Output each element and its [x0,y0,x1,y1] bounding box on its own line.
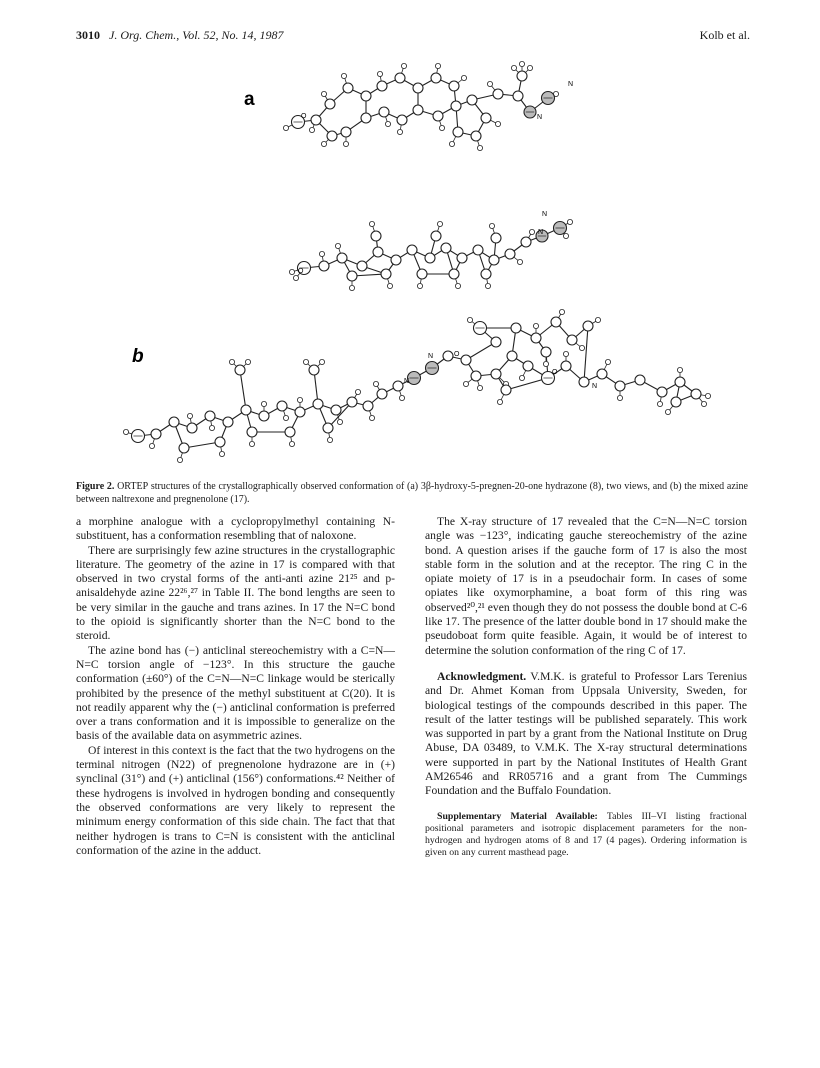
hydrogen-atom [563,351,568,356]
molecule-a-view-1 [283,61,558,150]
atom [583,321,593,331]
bond [584,326,588,382]
atom [513,91,523,101]
hydrogen-atom [487,81,492,86]
atom [505,249,515,259]
figure-2 [76,60,756,470]
page-number: 3010 [76,28,100,42]
hydrogen-atom [461,75,466,80]
hydrogen-atom [229,359,234,364]
hydrogen-atom [657,401,662,406]
hydrogen-atom [341,73,346,78]
caption-method: ORTEP [117,481,149,492]
hydrogen-atom [249,441,254,446]
hydrogen-atom [293,275,298,280]
atom [223,417,233,427]
panel-a-label: a [244,89,255,110]
atom [413,105,423,115]
atom [357,261,367,271]
supplementary-text: Tables III–VI listing fractional positional parameters and isotropic displacement parameters for the non-hydrogen and hydrogen atoms of 8 and 17 (4 pages). Ordering information is given on any current masthead page. [425,810,747,859]
atom [381,269,391,279]
hydrogen-atom [497,399,502,404]
atom-label-o: O [454,351,460,358]
atom [491,233,501,243]
atom [343,83,353,93]
ortep-structures [76,60,756,470]
hydrogen-atom [303,359,308,364]
hydrogen-atom [489,223,494,228]
hydrogen-atom [321,141,326,146]
caption-text: structures of the crystallographically observed conformation of (a) 3β-hydroxy-5-pregnen-20-one hydrazone (8), two views, and (b) the mixed azine between naltrexone and pregnenolone (17). [76,481,748,505]
atom [449,81,459,91]
hydrogen-atom [261,401,266,406]
atom [377,389,387,399]
atom [313,399,323,409]
atom-label-n: N [592,383,598,390]
hydrogen-atom [677,367,682,372]
hydrogen-atom [397,129,402,134]
hydrogen-atom [343,141,348,146]
acknowledgment [425,670,747,799]
atom [361,113,371,123]
hydrogen-atom [283,415,288,420]
atom [397,115,407,125]
hydrogen-atom [485,283,490,288]
atom [461,355,471,365]
atom-label-n: N [404,378,410,385]
hydrogen-atom [567,219,572,224]
atom [511,323,521,333]
molecule-a-view-2 [289,219,572,290]
atom [491,337,501,347]
atom [451,101,461,111]
hydrogen-atom [605,359,610,364]
hydrogen-atom [283,125,288,130]
paragraph: The azine bond has (−) anticlinal stereochemistry with a C=N—N=C torsion angle of −123°. In this structure the gauche conformation (±60°) of the C=N—N=C linkage would be sterically prohibited by the presence of the methyl substituent at C(20). It is not readily apparent why the (−) anticlinal conformation is preferred over a trans conformation and it is impossible to generalize on the basis of the available data on asymmetric azines. [76,643,395,743]
atom [481,269,491,279]
atom [481,113,491,123]
hydrogen-atom [377,71,382,76]
atom [567,335,577,345]
atom [671,397,681,407]
atom [561,361,571,371]
atom [241,405,251,415]
atom [523,361,533,371]
atom [431,73,441,83]
paragraph: The X-ray structure of 17 revealed that the C=N—N=C torsion angle was −123°, indicating gauche stereochemistry of the azine bond. A question arises if the gauche form of 17 is also the most stable form in the solution and at the receptor. The ring C in the opiate moiety of 17 is in a pseudochair form. In cases of some opiates like oxymorphamine, a boat form of this ring was observed²⁰,²¹ even though they do not possess the double bond at C-6 like 17. The presence of the latter double bond in 17 should make the pseudoboat form quite feasible. Again, it would be of interest to determine the solution conformation of the ring C of 17. [425,515,747,657]
atom [325,99,335,109]
atom [309,365,319,375]
atom [327,131,337,141]
atom [215,437,225,447]
atom [151,429,161,439]
journal-citation: J. Org. Chem., Vol. 52, No. 14, 1987 [109,28,284,42]
atom [379,107,389,117]
hydrogen-atom [209,425,214,430]
atom [517,71,527,81]
atom [337,253,347,263]
atom [691,389,701,399]
atom [311,115,321,125]
atom [347,397,357,407]
hydrogen-atom [335,243,340,248]
atom [491,369,501,379]
atom [453,127,463,137]
hydrogen-atom [527,65,532,70]
hydrogen-atom [705,393,710,398]
hydrogen-atom [245,359,250,364]
hydrogen-atom [319,251,324,256]
atom-label-o: O [298,268,304,275]
acknowledgment-text: V.M.K. is grateful to Professor Lars Terenius and Dr. Ahmet Koman from Uppsala University, Sweden, for biological testings of the compounds described in this paper. The result of the latter testings will be published separately. This work was supported in part by a grant from the National Institute on Drug Abuse, DA 03489, to V.M.K. The X-ray structural determinations were supported in part by the National Institutes of Health Grant AM26546 and RR05716 and a grant from The Cummings Foundation and the Buffalo Foundation. [425,669,747,798]
hydrogen-atom [385,121,390,126]
atom [443,351,453,361]
atom [473,245,483,255]
hydrogen-atom [289,269,294,274]
hydrogen-atom [579,345,584,350]
header-left [76,28,284,43]
author-running-head: Kolb et al. [699,28,750,42]
hydrogen-atom [309,127,314,132]
hydrogen-atom [187,413,192,418]
atom [441,243,451,253]
hydrogen-atom [327,437,332,442]
bond [240,370,246,410]
atom [179,443,189,453]
left-column [76,515,395,858]
panel-b-label: b [132,346,144,367]
supplementary-material [425,811,747,860]
atom [393,381,403,391]
hydrogen-atom [373,381,378,386]
atom-label-n: N [568,81,574,88]
hydrogen-atom [519,61,524,66]
atom [295,407,305,417]
hydrogen-atom [519,375,524,380]
hydrogen-atom [477,145,482,150]
paragraph: There are surprisingly few azine structures in the crystallographic literature. The geometry of the azine in 17 is compared with that observed in two crystal forms of the anti-anti azine 21²⁵ and p-anisaldehyde azine 22²⁶,²⁷ in Table II. The bond lengths are seen to be very similar in the gauche and trans azines. In 17 the N=C bond to the opioid is significantly shorter than the N=C bond to the steroid. [76,543,395,643]
atom [247,427,257,437]
atom [541,347,551,357]
hydrogen-atom [349,285,354,290]
atom [341,127,351,137]
hydrogen-atom [463,381,468,386]
atom [285,427,295,437]
hydrogen-atom [369,221,374,226]
atom [501,385,511,395]
hydrogen-atom [321,91,326,96]
atom [615,381,625,391]
atom [361,91,371,101]
hydrogen-atom [529,229,534,234]
hydrogen-atom [401,63,406,68]
atom [331,405,341,415]
atom [259,411,269,421]
atom [507,351,517,361]
atom [347,271,357,281]
atom [467,95,477,105]
hydrogen-atom [149,443,154,448]
hydrogen-atom [355,389,360,394]
atom [433,111,443,121]
atom [377,81,387,91]
atom [205,411,215,421]
hydrogen-atom [177,457,182,462]
atom [417,269,427,279]
atom [521,237,531,247]
hydrogen-atom [297,397,302,402]
atom [657,387,667,397]
hydrogen-atom [595,317,600,322]
atom [471,371,481,381]
hydrogen-atom [559,309,564,314]
atom [323,423,333,433]
supplementary-heading: Supplementary Material Available: [437,810,598,822]
hydrogen-atom [563,233,568,238]
atom [431,231,441,241]
hydrogen-atom [467,317,472,322]
right-column [425,515,747,859]
atom [579,377,589,387]
atom [635,375,645,385]
hydrogen-atom [337,419,342,424]
hydrogen-atom [449,141,454,146]
hydrogen-atom [219,451,224,456]
atom-label-n: N [538,229,544,236]
hydrogen-atom [369,415,374,420]
atom [457,253,467,263]
hydrogen-atom [543,361,548,366]
atom [277,401,287,411]
atom-label-n: N [537,114,543,121]
hydrogen-atom [399,395,404,400]
atom [391,255,401,265]
atom [425,253,435,263]
atom [531,333,541,343]
hydrogen-atom [517,259,522,264]
hydrogen-atom [437,221,442,226]
atom [493,89,503,99]
atom-label-o: O [301,113,307,120]
caption-label: Figure 2. [76,481,115,492]
atom [319,261,329,271]
atom [373,247,383,257]
atom [597,369,607,379]
hydrogen-atom [439,125,444,130]
acknowledgment-heading: Acknowledgment. [437,669,527,683]
hydrogen-atom [701,401,706,406]
hydrogen-atom [477,385,482,390]
hydrogen-atom [665,409,670,414]
figure-caption [76,480,748,506]
hydrogen-atom [511,65,516,70]
atom [235,365,245,375]
atom [371,231,381,241]
atom [413,83,423,93]
atom [407,245,417,255]
atom [187,423,197,433]
hydrogen-atom [435,63,440,68]
hydrogen-atom [533,323,538,328]
molecule-b-azine [123,309,710,462]
atom [169,417,179,427]
hydrogen-atom [417,283,422,288]
running-header [76,28,750,44]
hydrogen-atom [495,121,500,126]
hydrogen-atom [319,359,324,364]
hydrogen-atom [123,429,128,434]
atom [675,377,685,387]
hydrogen-atom [455,283,460,288]
atom [449,269,459,279]
hydrogen-atom [617,395,622,400]
paragraph: a morphine analogue with a cyclopropylmethyl containing N-substituent, has a conformation resembling that of naloxone. [76,515,395,543]
hydrogen-atom [289,441,294,446]
atom-label-o: O [552,369,558,376]
atom-label-n: N [428,353,434,360]
atom [363,401,373,411]
atom [471,131,481,141]
atom [395,73,405,83]
atom [489,255,499,265]
hydrogen-atom [387,283,392,288]
paragraph: Of interest in this context is the fact that the two hydrogens on the terminal nitrogen (N22) of pregnenolone hydrazone are in (+) synclinal (31°) and (+) anticlinal (156°) conformations.⁴² Neither of these hydrogens is involved in hydrogen bonding and consequently the observed conformations are very likely to represent the minimum energy conformation of this side chain. The fact that that neither hydrogen is trans to C=N is consistent with the anticlinal conformation of the azine in the adduct. [76,743,395,857]
atom [551,317,561,327]
atom-label-n: N [542,211,548,218]
